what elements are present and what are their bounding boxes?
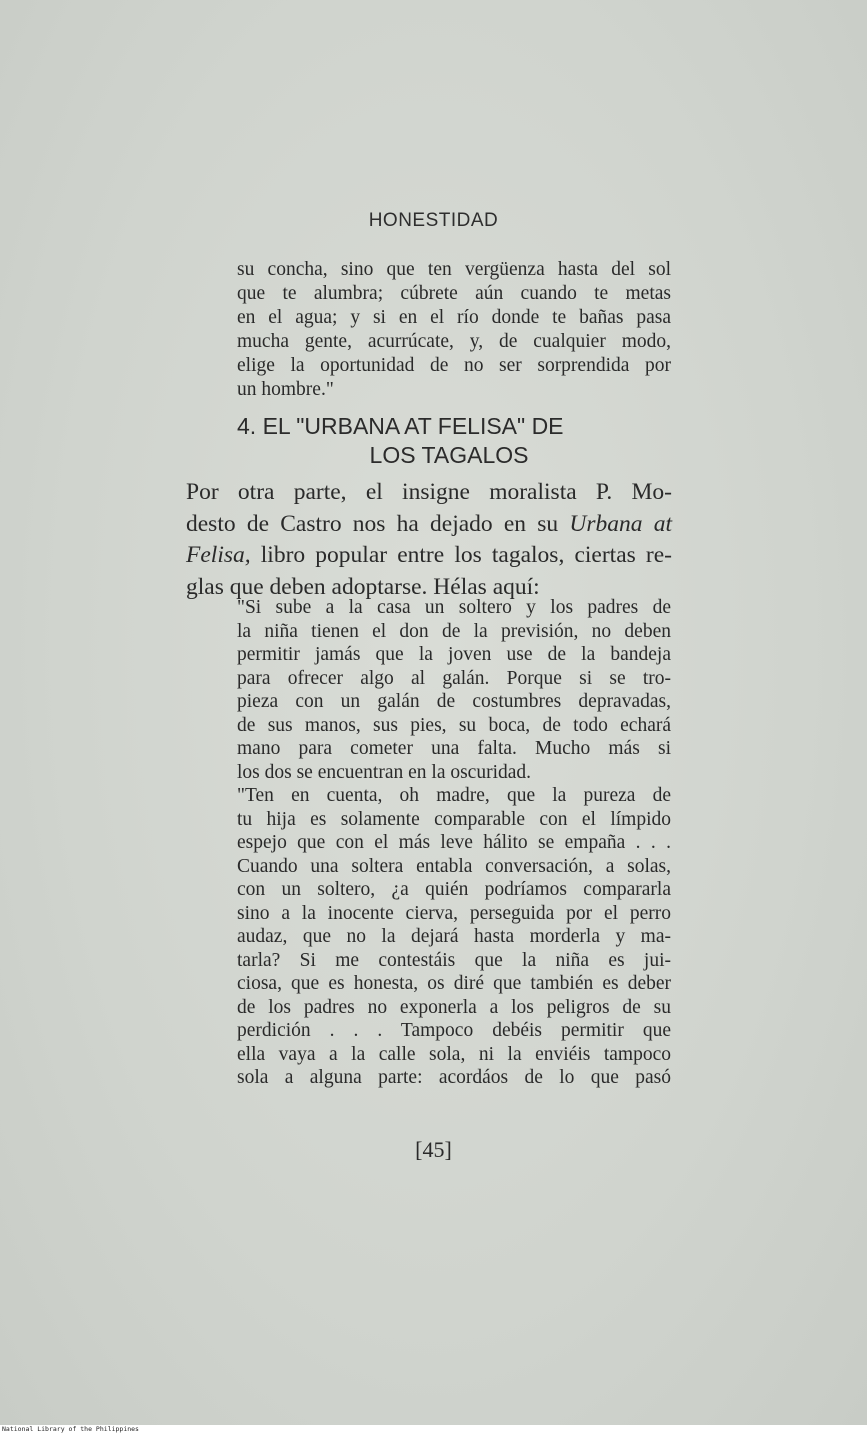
section-heading-line1: 4. EL "URBANA AT FELISA" DE <box>237 413 564 439</box>
quote-main-line: "Ten en cuenta, oh madre, que la pureza de <box>237 785 671 806</box>
quote-main-line: con un soltero, ¿a quién podríamos compararla <box>237 879 671 900</box>
paragraph-line <box>186 540 672 572</box>
running-head: HONESTIDAD <box>368 210 499 231</box>
quote-main-line: espejo que con el más leve hálito se empaña . . . <box>237 832 671 853</box>
paragraph-line <box>186 509 672 541</box>
quote-main-line: "Si sube a la casa un soltero y los padres de <box>237 597 671 618</box>
quote-main-line: Cuando una soltera entabla conversación, a solas, <box>237 855 671 877</box>
book-title-italic: Felisa, <box>186 542 251 568</box>
paragraph-text: Por otra parte, el insigne moralista P. Mo- <box>186 479 672 505</box>
quote-main-line: sola a alguna parte: acordáos de lo que pasó <box>237 1067 671 1088</box>
section-heading-line2: LOS TAGALOS <box>369 442 529 468</box>
quote-top-line: mucha gente, acurrúcate, y, de cualquier modo, <box>237 331 671 352</box>
body-paragraph <box>186 477 672 603</box>
quote-main-line: de los padres no exponerla a los peligros de su <box>237 996 671 1018</box>
quote-main-line: audaz, que no la dejará hasta morderla y ma- <box>237 926 671 947</box>
quote-main-line: de sus manos, sus pies, su boca, de todo echará <box>237 714 671 736</box>
quote-top-line: que te alumbra; cúbrete aún cuando te metas <box>237 283 671 304</box>
page-number: [45] <box>415 1137 452 1162</box>
library-credit: National Library of the Philippines <box>2 1425 139 1433</box>
quote-main-line: perdición . . . Tampoco debéis permitir que <box>237 1020 671 1041</box>
quote-main-line: los dos se encuentran en la oscuridad. <box>237 761 532 783</box>
quote-top-line: elige la oportunidad de no ser sorprendida por <box>237 355 671 376</box>
quote-main-line: tarla? Si me contestáis que la niña es jui- <box>237 949 671 971</box>
book-title-italic: Urbana at <box>569 510 672 537</box>
paragraph-line <box>186 477 672 509</box>
quote-main-line: pieza con un galán de costumbres depravadas, <box>237 691 671 712</box>
paragraph-text: desto de Castro nos ha dejado en su <box>186 510 570 537</box>
quote-main-line: sino a la inocente cierva, perseguida por el perro <box>237 902 671 924</box>
quote-main-line: ella vaya a la calle sola, ni la enviéis tampoco <box>237 1043 671 1065</box>
quote-main-line: permitir jamás que la joven use de la bandeja <box>237 644 671 665</box>
paragraph-text: libro popular entre los tagalos, ciertas re- <box>250 542 672 568</box>
quote-top-line: un hombre." <box>237 379 334 400</box>
quote-main-line: tu hija es solamente comparable con el límpido <box>237 808 671 830</box>
quote-top <box>237 258 671 402</box>
quote-main-line: para ofrecer algo al galán. Porque si se tro- <box>237 667 671 689</box>
quote-top-line: en el agua; y si en el río donde te bañas pasa <box>237 307 671 328</box>
quote-main-line: la niña tienen el don de la previsión, no deben <box>237 620 671 642</box>
quote-main <box>237 596 671 1090</box>
quote-main-line: ciosa, que es honesta, os diré que también es deber <box>237 973 671 994</box>
section-heading <box>200 412 666 470</box>
paragraph-text: glas que deben adoptarse. Hélas aquí: <box>186 573 540 600</box>
quote-main-line: mano para cometer una falta. Mucho más si <box>237 738 671 759</box>
quote-top-line: su concha, sino que ten vergüenza hasta del sol <box>237 259 671 280</box>
